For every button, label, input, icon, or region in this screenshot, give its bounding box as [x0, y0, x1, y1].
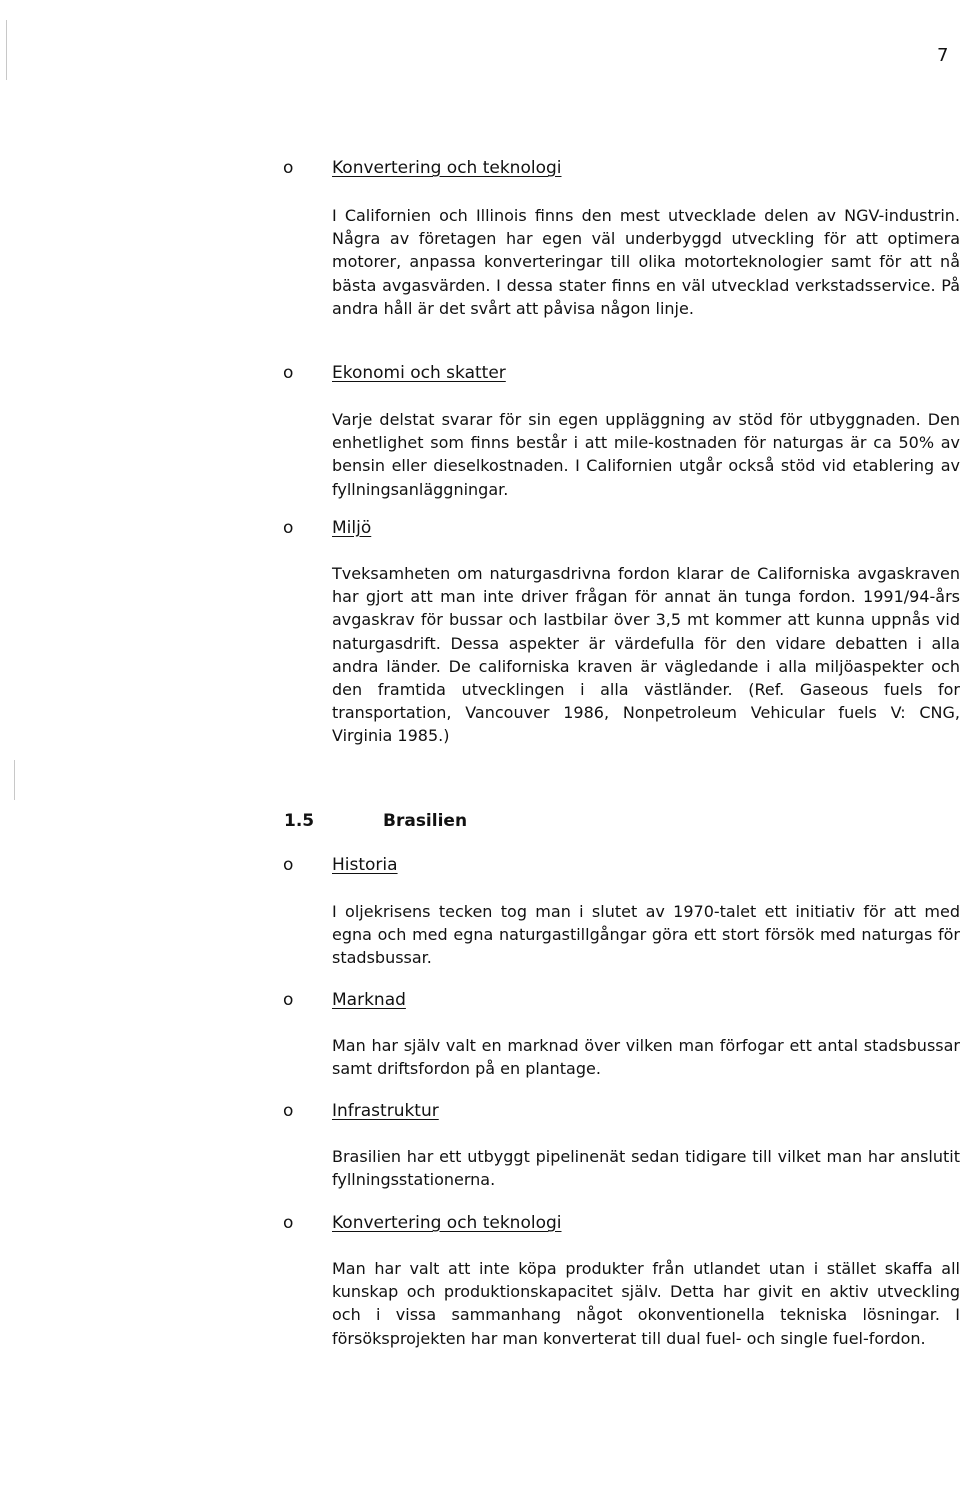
bullet-marker: o	[283, 855, 294, 875]
scan-artifact	[14, 760, 15, 800]
heading-marknad: Marknad	[332, 990, 406, 1010]
bullet-marker: o	[283, 363, 294, 383]
bullet-marker: o	[283, 990, 294, 1010]
paragraph-marknad: Man har själv valt en marknad över vilken man förfogar ett antal stadsbussar samt driftsfordon på en plantage.	[332, 1036, 960, 1079]
paragraph-ekonomi-och-skatter: Varje delstat svarar för sin egen uppläggning av stöd för utbyggnaden. Den enhetlighet som finns består i att mile-kostnaden för naturgas är ca 50% av bensin eller dieselkostnaden. I Californien utgår också stöd vid etablering av fyllningsanläggningar.	[332, 410, 960, 499]
scan-artifact	[6, 20, 7, 80]
heading-ekonomi-och-skatter: Ekonomi och skatter	[332, 363, 506, 383]
section-number: 1.5	[284, 811, 315, 831]
bullet-marker: o	[283, 158, 294, 178]
paragraph-miljo: Tveksamheten om naturgasdrivna fordon klarar de Californiska avgaskraven har gjort att man inte driver frågan för annat än tunga fordon. 1991/94-års avgaskrav för bussar och lastbilar över 3,5 mt kommer att kunna uppnås vid naturgasdrift. Dessa aspekter är värdefulla för den vidare debatten i alla andra länder. De californiska kraven är vägledande i alla miljöaspekter och den framtida utvecklingen i alla västländer. (Ref. Gaseous fuels for transportation, Vancouver 1986, Nonpetroleum Vehicular fuels V: CNG, Virginia 1985.)	[332, 564, 960, 746]
heading-konvertering-och-teknologi: Konvertering och teknologi	[332, 158, 562, 178]
heading-historia: Historia	[332, 855, 398, 875]
paragraph-infrastruktur: Brasilien har ett utbyggt pipelinenät sedan tidigare till vilket man har anslutit fyllningsstationerna.	[332, 1147, 960, 1190]
heading-konvertering-och-teknologi-brasilien: Konvertering och teknologi	[332, 1213, 562, 1233]
bullet-marker: o	[283, 1101, 294, 1121]
paragraph-konvertering-och-teknologi: I Californien och Illinois finns den mest utvecklade delen av NGV-industrin. Några av företagen har egen väl underbyggd utveckling för att optimera motorer, anpassa konverteringar till olika motorteknologier samt för att nå bästa avgasvärden. I dessa stater finns en väl utvecklad verkstadsservice. På andra håll är det svårt att påvisa någon linje.	[332, 206, 960, 318]
page-number: 7	[937, 45, 949, 66]
bullet-marker: o	[283, 518, 294, 538]
heading-miljo: Miljö	[332, 518, 372, 538]
paragraph-historia: I oljekrisens tecken tog man i slutet av 1970-talet ett initiativ för att med egna och med egna naturgastillgångar göra ett stort försök med naturgas för stadsbussar.	[332, 902, 960, 968]
paragraph-konvertering-och-teknologi-brasilien: Man har valt att inte köpa produkter från utlandet utan i stället skaffa all kunskap och produktionskapacitet själv. Detta har givit en aktiv utveckling och i vissa sammanhang något okonventionella tekniska lösningar. I försöksprojekten har man konverterat till dual fuel- och single fuel-fordon.	[332, 1259, 960, 1348]
bullet-marker: o	[283, 1213, 294, 1233]
section-title: Brasilien	[383, 811, 468, 831]
heading-infrastruktur: Infrastruktur	[332, 1101, 439, 1121]
